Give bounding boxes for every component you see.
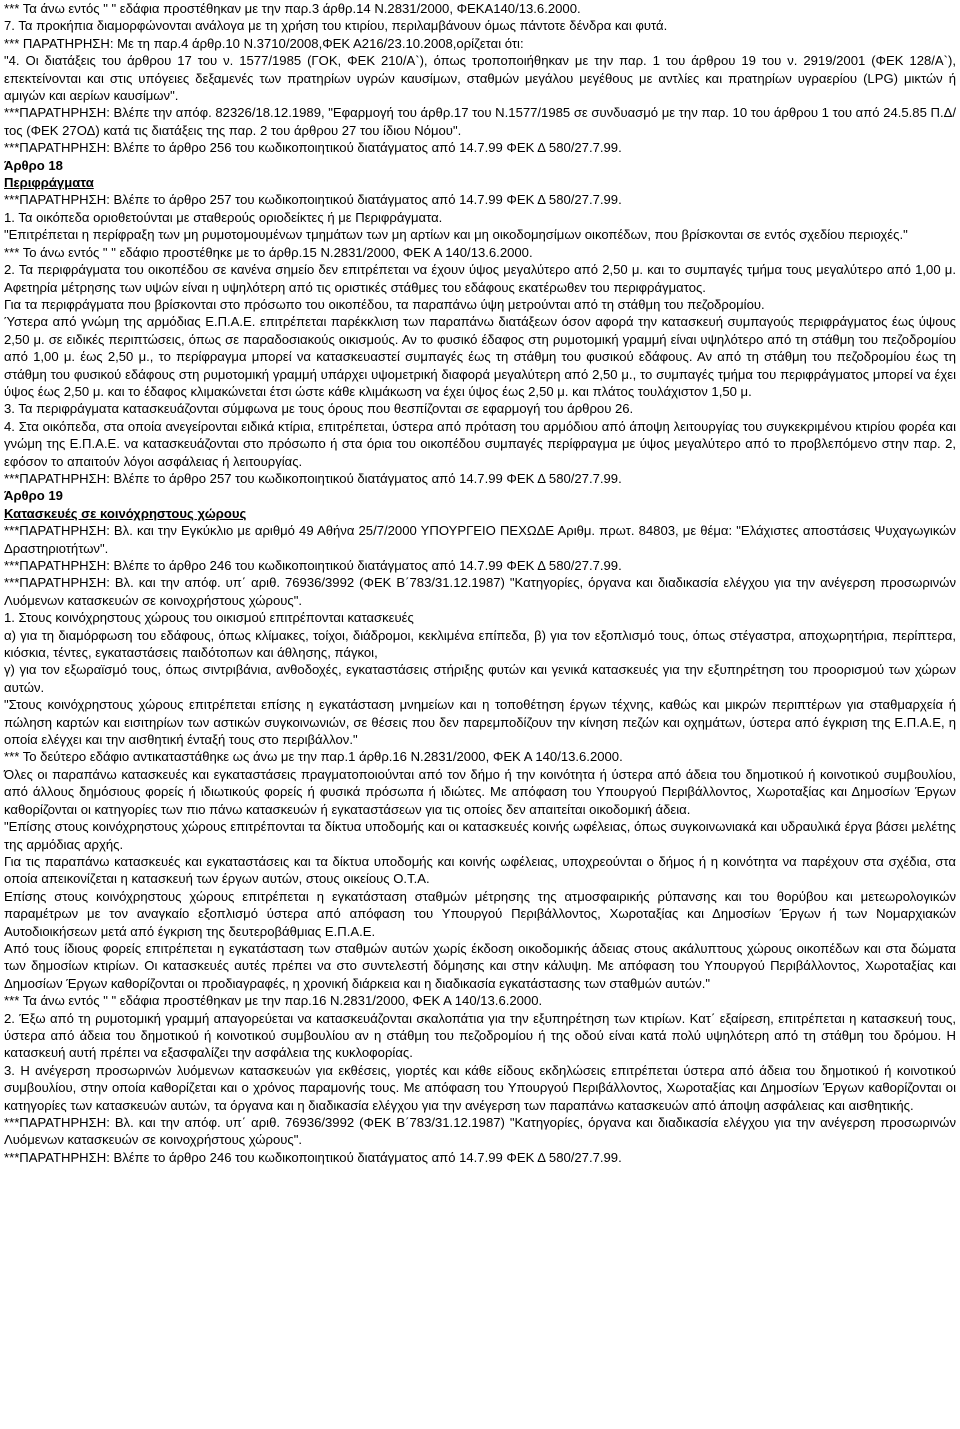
body-paragraph: ***ΠΑΡΑΤΗΡΗΣΗ: Βλ. και την απόφ. υπ΄ αριθ. 76936/3992 (ΦΕΚ Β΄783/31.12.1987) "Κατηγορίες, όργανα και διαδικασία ελέγχου για την ανέγερση προσωρινών Λυόμενων κατασκευών σε κοινοχρήστους χώρους". [4,575,956,608]
body-paragraph: Επίσης στους κοινόχρηστους χώρους επιτρέπεται η εγκατάσταση σταθμών μέτρησης της ατμοσφαιρικής ρύπανσης και του θορύβου και μετεωρολογικών παραμέτρων με τον αναγκαίο εξοπλισμό ύστερα από απόφαση του Υπουργού Περιβάλλοντος, Χωροταξίας και Δημοσίων Έργων ή των Νομαρχιακών Αυτοδιοικήσεων μετά από έγκριση της δευτεροβάθμιας Ε.Π.Α.Ε. [4,888,956,939]
body-paragraph: 1. Τα οικόπεδα οριοθετούνται με σταθερούς οριοδείκτες ή με Περιφράγματα. [4,209,443,225]
body-paragraph: "Στους κοινόχρηστους χώρους επιτρέπεται επίσης η εγκατάσταση μνημείων και η τοποθέτηση έργων τέχνης, καθώς και μικρών περιπτέρων για σταθμαρχεία ή πώληση καρτών και εισιτηρίων των αστικών συγκοινωνιών, σε θέσεις που δεν παρεμποδίζουν την κίνηση πεζών και οχημάτων, ύστερα από έγκριση της Ε.Π.Α.Ε, η οποία ελέγχει και την αισθητική ένταξή τους στο περιβάλλον." [4,697,956,748]
body-paragraph: Για τα περιφράγματα που βρίσκονται στο πρόσωπο του οικοπέδου, τα παραπάνω ύψη μετρούνται από τη στάθμη του πεζοδρομίου. [4,296,765,312]
article-heading: Άρθρο 19 [4,488,63,504]
body-paragraph: *** Το άνω εντός " " εδάφιο προστέθηκε με το άρθρ.15 Ν.2831/2000, ΦΕΚ Α 140/13.6.2000. [4,244,533,260]
body-paragraph: ***ΠΑΡΑΤΗΡΗΣΗ: Βλέπε το άρθρο 256 του κωδικοποιητικού διατάγματος από 14.7.99 ΦΕΚ Δ 580/27.7.99. [4,140,622,156]
body-paragraph: ***ΠΑΡΑΤΗΡΗΣΗ: Βλέπε το άρθρο 257 του κωδικοποιητικού διατάγματος από 14.7.99 ΦΕΚ Δ 580/27.7.99. [4,192,622,208]
body-paragraph: ***ΠΑΡΑΤΗΡΗΣΗ: Βλ. και την απόφ. υπ΄ αριθ. 76936/3992 (ΦΕΚ Β΄783/31.12.1987) "Κατηγορίες, όργανα και διαδικασία ελέγχου για την ανέγερση προσωρινών Λυόμενων κατασκευών σε κοινοχρήστους χώρους". [4,1115,956,1148]
body-paragraph: 1. Στους κοινόχρηστους χώρους του οικισμού επιτρέπονται κατασκευές [4,610,414,626]
body-paragraph: Όλες οι παραπάνω κατασκευές και εγκαταστάσεις πραγματοποιούνται από τον δήμο ή την κοινότητα ή ύστερα από άδεια του δημοτικού ή κοινοτικού συμβουλίου, από άλλους δημόσιους φορείς ή ιδιωτικούς φορείς ή φυσικά πρόσωπα ή ιδιώτες. Με απόφαση του Υπουργού Περιβάλλοντος, Χωροταξίας και Δημοσίων Έργων καθορίζονται οι κατηγορίες των πιο πάνω κατασκευών ή εγκαταστάσεων για τις οποίες δεν απαιτείται οικοδομική άδεια. [4,766,956,817]
body-paragraph: "4. Οι διατάξεις του άρθρου 17 του ν. 1577/1985 (ΓΟΚ, ΦΕΚ 210/Α`), όπως τροποποιήθηκαν με την παρ. 1 του άρθρου 19 του ν. 2919/2001 (ΦΕΚ 128/Α`), επεκτείνονται και στις υπόγειες δεξαμενές των πρατηρίων υγρών καυσίμων, σταθμών μεγάλου μεγέθους με αντλίες και πρατηρίων υγραερίου (LPG) μικτών ή αμιγών και αερίων καυσίμων". [4,53,956,104]
body-paragraph: Ύστερα από γνώμη της αρμόδιας Ε.Π.Α.Ε. επιτρέπεται παρέκκλιση των παραπάνω διατάξεων όσον αφορά την κατασκευή συμπαγούς περιφράγματος έως ύψους 2,50 μ. σε ειδικές περιπτώσεις, όπως σε παραδοσιακούς οικισμούς. Αν το φυσικό έδαφος στη ρυμοτομική γραμμή είναι υψηλότερο από τη στάθμη του πεζοδρομίου από 1,00 μ. έως 2,50 μ., το περίφραγμα μπορεί να κατασκευαστεί συμπαγές έως τη στάθμη του φυσικού εδάφους. Αν από τη στάθμη του πεζοδρομίου έως τη στάθμη του φυσικού εδάφους στη ρυμοτομική γραμμή υπάρχει υψομετρική διαφορά μεγαλύτερη από 2,50 μ., το συμπαγές τμήμα του περιφράγματος μπορεί να έχει ύψος έως 2,50 μ. και το έδαφος κλιμακώνεται έτσι ώστε κάθε κλιμάκωση να έχει ύψος έως 2,50 μ. και πλάτος τουλάχιστον 1,50 μ. [4,314,956,399]
body-paragraph: *** Τα άνω εντός " " εδάφια προστέθηκαν με την παρ.3 άρθρ.14 Ν.2831/2000, ΦΕΚΑ140/13.6.2000. [4,1,581,16]
section-subtitle: Περιφράγματα [4,175,94,191]
article-heading: Άρθρο 18 [4,157,63,173]
body-paragraph: 3. Τα περιφράγματα κατασκευάζονται σύμφωνα με τους όρους που θεσπίζονται σε εφαρμογή του άρθρου 26. [4,401,634,417]
body-paragraph: Από τους ίδιους φορείς επιτρέπεται η εγκατάσταση των σταθμών αυτών χωρίς έκδοση οικοδομικής άδειας στους ακάλυπτους χώρους οικοπέδων και στα δώματα των δημοσίων κτιρίων. Οι κατασκευές αυτές πρέπει να στο συντελεστή δόμησης και στην κάλυψη. Με απόφαση του Υπουργού Περιβάλλοντος, Χωροταξίας και Δημοσίων Έργων καθορίζονται οι προδιαγραφές, η χρονική διάρκεια και η διαδικασία εγκατάστασης των σταθμών αυτών." [4,940,956,991]
body-paragraph: 3. Η ανέγερση προσωρινών λυόμενων κατασκευών για εκθέσεις, γιορτές και κάθε είδους εκδηλώσεις επιτρέπεται ύστερα από άδεια του δημοτικού ή κοινοτικού συμβουλίου, στην οποία καθορίζεται και ο χρόνος παραμονής τους. Με απόφαση του Υπουργού Περιβάλλοντος, Χωροταξίας και Δημοσίων Έργων καθορίζονται οι κατηγορίες των κατασκευών αυτών, τα όργανα και η διαδικασία ελέγχου για την ανέγερση των παραπάνω κατασκευών από άποψη ασφάλειας και αισθητικής. [4,1062,956,1113]
body-paragraph: "Επιτρέπεται η περίφραξη των μη ρυμοτομουμένων τμημάτων των μη αρτίων και μη οικοδομησίμων οικοπέδων, που βρίσκονται σε εντός σχεδίου περιοχές." [4,227,908,243]
body-paragraph: 4. Στα οικόπεδα, στα οποία ανεγείρονται ειδικά κτίρια, επιτρέπεται, ύστερα από πρόταση του αρμόδιου από άποψη λειτουργίας του συγκεκριμένου κτιρίου φορέα και γνώμη της Ε.Π.Α.Ε. να κατασκευάζονται στο πρόσωπο ή στα όρια του οικοπέδου συμπαγές περίφραγμα με ύψος μεγαλύτερο από το προβλεπόμενο στην παρ. 2, εφόσον το απαιτούν λόγοι ασφάλειας ή λειτουργίας. [4,418,956,469]
body-paragraph: ***ΠΑΡΑΤΗΡΗΣΗ: Βλέπε το άρθρο 246 του κωδικοποιητικού διατάγματος από 14.7.99 ΦΕΚ Δ 580/27.7.99. [4,558,622,573]
body-paragraph: ***ΠΑΡΑΤΗΡΗΣΗ: Βλ. και την Εγκύκλιο με αριθμό 49 Αθήνα 25/7/2000 ΥΠΟΥΡΓΕΙΟ ΠΕΧΩΔΕ Αριθμ. πρωτ. 84803, με θέμα: "Ελάχιστες αποστάσεις Ψυχαγωγικών Δραστηριοτήτων". [4,523,956,556]
body-paragraph: *** Τα άνω εντός " " εδάφια προστέθηκαν με την παρ.16 Ν.2831/2000, ΦΕΚ Α 140/13.6.2000. [4,993,543,1009]
body-paragraph: γ) για τον εξωραϊσμό τους, όπως σιντριβάνια, ανθοδοχές, εγκαταστάσεις στήριξης φυτών και γενικά κατασκευές για την εξυπηρέτηση του προορισμού των χώρων αυτών. [4,662,956,695]
body-paragraph: ***ΠΑΡΑΤΗΡΗΣΗ: Βλέπε το άρθρο 246 του κωδικοποιητικού διατάγματος από 14.7.99 ΦΕΚ Δ 580/27.7.99. [4,1149,622,1165]
body-paragraph: *** Το δεύτερο εδάφιο αντικαταστάθηκε ως άνω με την παρ.1 άρθρ.16 Ν.2831/2000, ΦΕΚ Α 140/13.6.2000. [4,749,623,765]
body-paragraph: ***ΠΑΡΑΤΗΡΗΣΗ: Βλέπε την απόφ. 82326/18.12.1989, "Εφαρμογή του άρθρ.17 του Ν.1577/1985 σε συνδυασμό με την παρ. 10 του άρθρου 1 του από 24.5.85 Π.Δ/τος (ΦΕΚ 27ΟΔ) κατά τις διατάξεις της παρ. 2 του άρθρου 27 του ίδιου Νόμου". [4,105,956,138]
body-paragraph: 7. Τα προκήπια διαμορφώνονται ανάλογα με τη χρήση του κτιρίου, περιλαμβάνουν όμως πάντοτε δένδρα και φυτά. [4,18,668,34]
body-paragraph: 2. Έξω από τη ρυμοτομική γραμμή απαγορεύεται να κατασκευάζονται σκαλοπάτια για την εξυπηρέτηση των κτιρίων. Κατ΄ εξαίρεση, επιτρέπεται η κατασκευή τους, ύστερα από άδεια του δημοτικού ή κοινοτικού συμβουλίου αν η στάθμη του πεζοδρομίου ή της οδού είναι κατά πολύ υψηλότερη από τη στάθμη του δρόμου. Η κατασκευή αυτή πρέπει να εξασφαλίζει την ασφάλεια της κυκλοφορίας. [4,1010,956,1061]
body-paragraph: ***ΠΑΡΑΤΗΡΗΣΗ: Βλέπε το άρθρο 257 του κωδικοποιητικού διατάγματος από 14.7.99 ΦΕΚ Δ 580/27.7.99. [4,470,622,486]
body-paragraph: "Επίσης στους κοινόχρηστους χώρους επιτρέπονται τα δίκτυα υποδομής και οι κατασκευές κοινής ωφέλειας, όπως συγκοινωνιακά και υδραυλικά έργα βάσει μελέτης της αρμόδιας αρχής. [4,819,956,852]
body-paragraph: Για τις παραπάνω κατασκευές και εγκαταστάσεις και τα δίκτυα υποδομής και κοινής ωφέλειας, υποχρεούνται ο δήμος ή η κοινότητα να παρέχουν στα σχέδια, στα οποία απεικονίζεται η κατασκευή των έργων αυτών, στους οικείους Ο.Τ.Α. [4,853,956,887]
section-subtitle: Κατασκευές σε κοινόχρηστους χώρους [4,505,247,521]
body-paragraph: *** ΠΑΡΑΤΗΡΗΣΗ: Με τη παρ.4 άρθρ.10 Ν.3710/2008,ΦΕΚ Α216/23.10.2008,ορίζεται ότι: [4,35,524,51]
body-paragraph: α) για τη διαμόρφωση του εδάφους, όπως κλίμακες, τοίχοι, διάδρομοι, κεκλιμένα επίπεδα, β) για τον εξοπλισμό τους, όπως στέγαστρα, αποχωρητήρια, περίπτερα, κιόσκια, τέντες, εγκαταστάσεις παιδότοπων και άθλησης, πάγκοι, [4,627,956,661]
body-paragraph: 2. Τα περιφράγματα του οικοπέδου σε κανένα σημείο δεν επιτρέπεται να έχουν ύψος μεγαλύτερο από 2,50 μ. και το συμπαγές τμήμα τους μεγαλύτερο από 1,00 μ. Αφετηρία μέτρησης των υψών είναι η υψηλότερη από τις οριστικές στάθμες του εδάφους εκατέρωθεν του περιφράγματος. [4,262,956,295]
